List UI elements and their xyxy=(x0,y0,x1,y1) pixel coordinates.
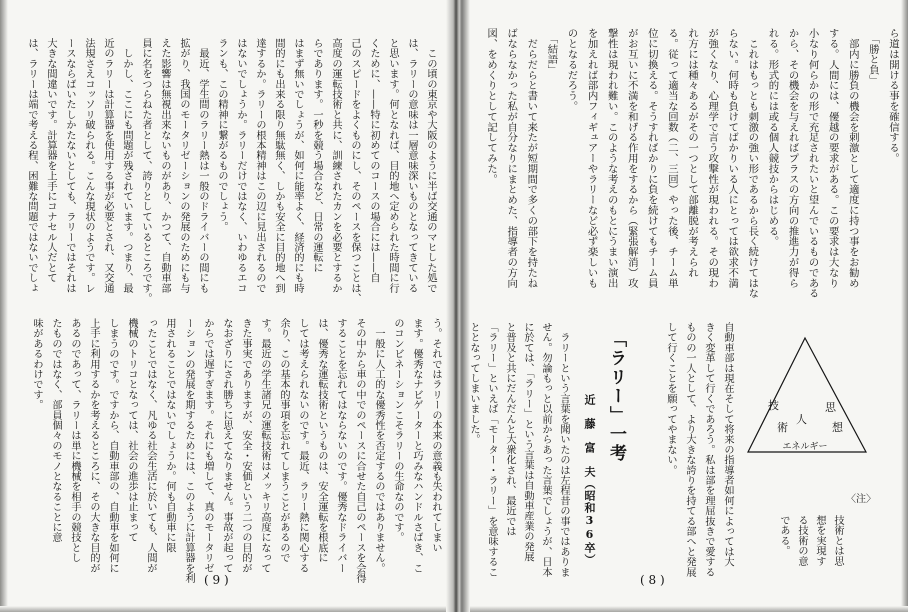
text-column: 自動車部は現在そして将来の指導者如何によっては大 xyxy=(722,322,733,567)
text-column: ます。優秀なナビゲーターと巧みなハンドルさばき、こ xyxy=(411,318,422,573)
article-title: 「ラリー」一考 xyxy=(606,330,626,463)
article-body xyxy=(464,322,572,584)
text-column: する。人間には、優越の要求がある。この要求は大なり xyxy=(826,28,839,288)
text-column: 法規さえコッソリ破られる。こんな現状のようです。レ xyxy=(83,38,94,293)
diagram-label-sou: 想 xyxy=(832,421,843,434)
diagram-label-hito: 人 xyxy=(796,413,807,426)
text-column: たものではなく、部員個々のモノとなることに意 xyxy=(50,318,61,543)
closing-paragraph xyxy=(661,322,737,584)
text-column: らない。何時も負けてばかりいる人にとっては欲求不満 xyxy=(726,28,739,288)
text-column: ーションの発展を期するためには、このように計算器を利 xyxy=(183,318,194,584)
text-column: せん。勿論もっと以前からあった言葉でしょうが、日本 xyxy=(540,322,551,577)
text-column: して行くことを願ってやまない。 xyxy=(665,322,676,475)
philosophy-triangle-diagram xyxy=(742,330,878,458)
text-column: 技術とは思 xyxy=(832,515,843,566)
text-column: 小なり何らかの形で充足されたいと望んでいるものである xyxy=(806,28,819,299)
text-column: その中から車の中でのペースに合せた自己のペースを会得 xyxy=(354,318,365,584)
text-column: ラリーという言葉を聞いたのは左程昔の事ではありま xyxy=(558,322,569,577)
text-column: はないでしょうか。ラリーだけではなく、いわゆるエコ xyxy=(235,38,246,293)
diagram-label-gi: 技 xyxy=(768,399,779,412)
text-column: れる。形式的には或る個人競技からはじめる。 xyxy=(766,28,779,247)
text-column: 達するか。ラリーの根本精神はこの辺に見出されるので xyxy=(254,38,265,293)
text-column: この頃の東京や大阪のように半ば交通のマヒした処で xyxy=(425,38,436,293)
text-column: なおざりにされ勝ちに思えてなりません。事故が起って xyxy=(221,318,232,573)
text-column: 用されることではないでしょうか。何も自動車に限 xyxy=(164,318,175,553)
text-column: らであります。一秒を競う場合など、日常の運転に xyxy=(311,38,322,273)
text-column: れ方には種々あるがその一つとして部離脱が考えられ xyxy=(686,28,699,278)
text-column: 大きな間違いです。計算器を上手にコナセル人だとて xyxy=(45,38,56,283)
text-column: これはもっとも刺激の強い形であるから長く続けてはな xyxy=(746,28,759,299)
scan-edge-left xyxy=(0,0,8,612)
diagram-label-shi: 思 xyxy=(825,401,836,414)
text-column: 「ラリー」といえば「モーター・ラリー」を意味するこ xyxy=(486,322,497,577)
text-column: が強くなり、心理学で言う攻撃性が現われる。その現わ xyxy=(706,28,719,288)
page-9-upper-text xyxy=(22,38,440,310)
text-column: と普及と共にだんだんと大衆化され、最近では xyxy=(504,322,515,537)
text-column: 「結語」 xyxy=(545,28,558,75)
text-column: のコンビネーションこそラリーの生命なのです。 xyxy=(392,318,403,543)
text-column: は、ラリーは端で考える程、困難な問題ではないでしょ xyxy=(26,38,37,293)
text-column: きく変革して行くであろう。私は部を理屈抜きで愛する xyxy=(703,322,714,577)
text-column: である。 xyxy=(778,515,789,556)
text-column: のとなるだろう。 xyxy=(565,28,578,112)
note-label: 〈注〉 xyxy=(846,494,876,505)
text-column: ら道は開ける事を確信する。 xyxy=(887,28,899,164)
text-column: は、ラリーの意味は一層意味深いものとなってきている xyxy=(406,38,417,293)
text-column: くために、——特に初めてのコースの場合には——自 xyxy=(368,38,379,283)
text-column: う。それではラリーの本来の意義も失われてしまい xyxy=(430,318,441,553)
author-class-year: （昭和36卒） xyxy=(583,478,596,566)
triangle-outline xyxy=(748,338,866,452)
text-column: る技術の意 xyxy=(796,515,807,566)
text-column: ものの一人として、より大きな誇りを持てる部へと発展 xyxy=(684,322,695,577)
page-8-upper-text xyxy=(481,28,903,304)
text-column: きた事実でありますが、安全・安価という二つの目的が xyxy=(240,318,251,573)
page-number: ( 9 ) xyxy=(204,573,229,587)
text-column: を加えれば部内フィギュアーやラリーなど必ず楽しいも xyxy=(585,28,598,288)
diagram-label-energy: エネルギー xyxy=(782,442,828,452)
text-column: 拡がり、我国のモータリゼーションの発展のためにも与 xyxy=(178,38,189,293)
text-column: はまず無いでしょうが、如何に能率よく、経済的にも時 xyxy=(292,38,303,293)
text-column: 高度の運転技術と共に、訓練されたカンを必要とするか xyxy=(330,38,341,293)
text-column: だらだらと書いて来たが短期間で多くの部下を持たね xyxy=(525,28,538,288)
text-column: しまうのです。ですから、自動車部の、自動車を如何に xyxy=(107,318,118,573)
text-column: 余り、この基本的事項を忘れてしまうことがあるので xyxy=(278,318,289,563)
text-column: えた影響は無視出来ないものがあり、かつて、自動車部 xyxy=(159,38,170,293)
text-column: ランも、この精神に繋がるものでしょう。 xyxy=(216,38,227,232)
text-column: しては考えられないのです。最近、ラリー熱に関心する xyxy=(297,318,308,573)
text-column: 近のラリーは計算器を使用する事が必要とされ、又交通 xyxy=(102,38,113,293)
text-column: ばならなかった私が自分なりにまとめた、指導者の方向 xyxy=(505,28,518,288)
text-column: 己のスピードをよくものにし、そのペースを保つことは、 xyxy=(349,38,360,304)
author-name: 近 藤 富 夫 xyxy=(583,394,596,478)
text-column: す。最近の学生諸兄の運転技術はメッキリ高度になって xyxy=(259,318,270,573)
page-number: ( 8 ) xyxy=(640,573,665,587)
diagram-label-jutsu: 術 xyxy=(777,421,788,434)
text-column: からでは遅すぎます。それにも増して、真のモータリゼ xyxy=(202,318,213,573)
text-column: 員に名をつらねた者として、誇りとしているところです。 xyxy=(140,38,151,304)
text-column: と思います。何となれば、目的地へ定められた時間に行 xyxy=(387,38,398,293)
text-column: ったことではなく、凡ゆる社会生活に於いても、人間が xyxy=(145,318,156,573)
text-column: 味があるわけです。 xyxy=(31,318,42,410)
text-column: 機械のトリコとなっては、社会の進歩は止まって xyxy=(126,318,137,543)
text-column: 間的にも出来る限り無駄無く、しかも安全に目的地へ到 xyxy=(273,38,284,293)
text-column: あるのであって、ラリーは単に機械を相手の競技とし xyxy=(69,318,80,563)
text-column: に於ては、「ラリー」という言葉は自動車産業の発展 xyxy=(522,322,533,562)
text-column: 図、をめくりとして記してみた。 xyxy=(485,28,498,184)
text-column: から、その機会を与えればプラスの方向の推進力が得ら xyxy=(786,28,799,288)
text-column: る。従って適当な回数（二、三回）やった後、チーム単 xyxy=(665,28,678,288)
note-text xyxy=(774,515,846,595)
text-column: ととなってしまいました。 xyxy=(468,322,479,445)
text-column: 一般に人工的な優秀性を否定するのではありません。 xyxy=(373,318,384,573)
text-column: 想を実現す xyxy=(814,515,825,566)
text-column: 最近、学生間のラリー熱は一般のドライバーの間にも xyxy=(197,38,208,293)
text-column: は、優秀な運転技術というものは、安全運転を根底に xyxy=(316,318,327,563)
text-column: ースならばいたしかたないとしても、ラリーではそれは xyxy=(64,38,75,293)
text-column: 上手に利用するかを考えるところに、その大きな目的が xyxy=(88,318,99,573)
text-column: 撃性は現われ難い。このような考えのもとにうまい演出 xyxy=(605,28,618,288)
page-9-lower-text xyxy=(27,318,445,588)
text-column: 部内に勝負の機会を刺激として適度に持つ事をお勧め xyxy=(846,28,859,288)
text-column: することを忘れてはならないのです。優秀なドライバー xyxy=(335,318,346,573)
article-author xyxy=(580,394,598,569)
text-column: 位に切換える。そうすればかりに負を続けてもチーム員 xyxy=(645,28,658,288)
text-column: しかし、ここにも問題が残されています。つまり、最 xyxy=(121,38,132,293)
text-column: がお互いに不満を和げる作用をするから（緊張解消）攻 xyxy=(625,28,638,288)
text-column: 「勝と負」 xyxy=(866,28,879,86)
